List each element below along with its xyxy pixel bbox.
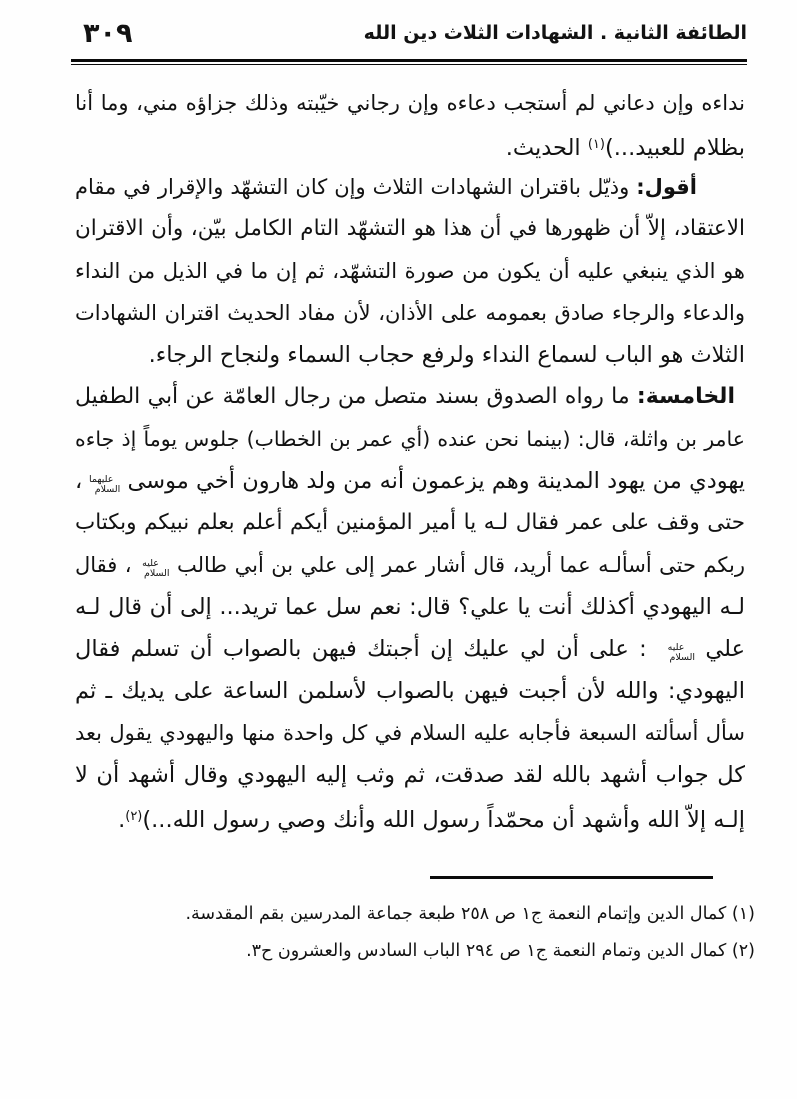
footnote-ref: (٢) — [125, 809, 143, 824]
text-line — [75, 712, 745, 754]
text-segment: الاعتقاد، إلاّ أن ظهورها في أن هذا هو التشهّد التام الكامل بيّن، وأن الاقتران — [75, 216, 745, 241]
lead-word: الخامسة: — [636, 384, 735, 409]
text-segment: إلـه إلاّ الله وأشهد أن محمّداً رسول الله وأنك وصي رسول الله...) — [142, 807, 745, 833]
text-line — [75, 292, 745, 334]
text-line — [75, 670, 745, 712]
text-line — [75, 376, 745, 418]
text-segment: ، — [75, 468, 83, 494]
page-title: الطائفة الثانية . الشهادات الثلاث دين الله — [363, 22, 747, 45]
text-segment: حتى وقف على عمر فقال لـه يا أمير المؤمنين أيكم أعلم بعلم نبيكم وبكتاب — [75, 510, 745, 535]
text-line — [75, 628, 745, 670]
footnotes — [55, 896, 755, 970]
text-segment: هو الذي ينبغي عليه أن يكون من صورة التشهّد، ثم إن ما في الذيل من النداء — [75, 259, 745, 283]
text-line — [75, 418, 745, 460]
page-header — [75, 20, 747, 47]
honorific-mark: عليهما السلام — [89, 474, 121, 495]
text-line — [75, 460, 745, 502]
text-segment: سأل أسألته السبعة فأجابه عليه السلام في كل واحدة منها واليهودي يقول بعد — [75, 721, 745, 745]
text-segment: يهودي من يهود المدينة وهم يزعمون أنه من ولد هارون أخي موسى — [120, 468, 745, 494]
text-segment: عامر بن واثلة، قال: (بينما نحن عنده (أي عمر بن الخطاب) جلوس يوماً إذ جاءه — [75, 427, 745, 451]
text-line — [75, 250, 745, 292]
body-lines — [75, 82, 745, 838]
footnote-ref: (١) — [587, 137, 605, 152]
text-line — [75, 208, 745, 250]
lead-word: أقول: — [636, 175, 697, 199]
honorific-mark: عليه السلام — [142, 558, 170, 579]
text-segment: لـه اليهودي أكذلك أنت يا علي؟ قال: نعم سل عما تريد... إلى أن قال لـه — [75, 594, 745, 620]
text-segment: . — [118, 807, 126, 833]
text-segment: بظلام للعبيد...) — [604, 135, 745, 161]
text-segment: ، فقال — [75, 553, 132, 577]
text-segment: ربكم حتى أسألـه عما أريد، قال أشار عمر إلى علي بن أبي طالب — [169, 553, 745, 577]
text-segment: علي — [695, 636, 745, 662]
text-line — [75, 502, 745, 544]
text-line — [75, 796, 745, 838]
text-segment: نداءه وإن دعاني لم أستجب دعاءه وإن رجاني خيّبته وذلك جزاؤه مني، وما أنا — [75, 91, 745, 115]
text-segment: الحديث. — [505, 135, 588, 161]
text-line — [75, 82, 745, 124]
text-segment: كل جواب أشهد بالله لقد صدقت، ثم وثب إليه اليهودي وقال أشهد أن لا — [75, 762, 745, 788]
text-segment: اليهودي: والله لأن أجبت فيهن بالصواب لأسلمن الساعة على يديك ـ ثم — [75, 678, 745, 704]
footnote-line: (١) كمال الدين وإتمام النعمة ج١ ص ٢٥٨ طبعة جماعة المدرسين بقم المقدسة. — [185, 904, 755, 924]
footnote-line: (٢) كمال الدين وتمام النعمة ج١ ص ٢٩٤ الباب السادس والعشرون ح٣. — [246, 941, 755, 961]
text-line — [75, 166, 745, 208]
text-segment: ما رواه الصدوق بسند متصل من رجال العامّة عن أبي الطفيل — [75, 384, 637, 409]
text-segment: والدعاء والرجاء صادق بعمومه على الأذان، لأن مفاد الحديث اقتران الشهادات — [75, 301, 745, 325]
text-segment: الثلاث هو الباب لسماع النداء ولرفع حجاب السماء ولنجاح الرجاء. — [148, 342, 745, 368]
honorific-mark: عليه السلام — [667, 642, 696, 663]
text-line — [75, 124, 745, 166]
text-line — [75, 334, 745, 376]
text-line — [75, 586, 745, 628]
page-number: ٣٠٩ — [83, 18, 133, 49]
text-line — [75, 544, 745, 586]
text-segment: وذيّل باقتران الشهادات الثلاث وإن كان التشهّد والإقرار في مقام — [75, 175, 637, 199]
header-divider — [71, 59, 747, 65]
text-line — [75, 754, 745, 796]
text-segment: : على أن لي عليك إن أجبتك فيهن بالصواب أن تسلم فقال — [75, 636, 658, 662]
footnote-divider — [430, 876, 713, 879]
